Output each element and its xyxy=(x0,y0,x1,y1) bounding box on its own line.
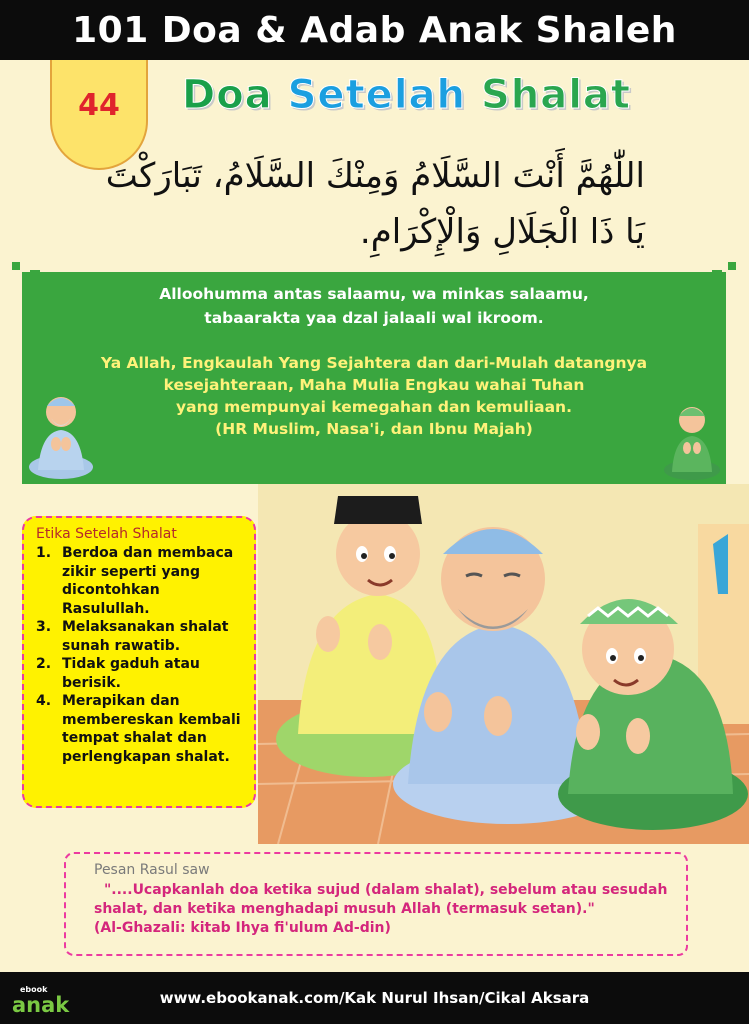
page-number: 44 xyxy=(78,88,120,123)
latin-line-2: tabaarakta yaa dzal jalaali wal ikroom. xyxy=(204,309,544,327)
footer-bar xyxy=(0,972,749,1024)
decor-corner xyxy=(12,262,20,270)
decor-corner xyxy=(30,270,40,280)
pesan-line-1: "....Ucapkanlah doa ketika sujud (dalam shalat), sebelum atau sesudah xyxy=(104,882,668,898)
list-item-text: Tidak gaduh atau berisik. xyxy=(62,656,200,691)
list-item-number: 2. xyxy=(36,656,52,672)
list-item xyxy=(36,655,246,692)
pesan-line-3: (Al-Ghazali: kitab Ihya fi'ulum Ad-din) xyxy=(94,920,391,936)
pesan-text xyxy=(94,881,674,938)
list-item-text: Melaksanakan shalat sunah rawatib. xyxy=(62,619,229,654)
list-item xyxy=(36,692,246,766)
page-title xyxy=(182,72,631,118)
boy-praying-illustration xyxy=(662,396,722,482)
logo-small-text: ebook xyxy=(20,985,48,994)
decor-corner xyxy=(712,270,722,280)
three-people-praying-illustration xyxy=(258,484,749,844)
translation-line-1: Ya Allah, Engkaulah Yang Sejahtera dan dari-Mulah datangnya xyxy=(100,354,648,372)
footer-url: www.ebookanak.com/Kak Nurul Ihsan/Cikal Aksara xyxy=(159,989,590,1007)
ebookanak-logo xyxy=(12,985,82,1015)
hadith-source: (HR Muslim, Nasa'i, dan Ibnu Majah) xyxy=(215,420,533,438)
etika-title: Etika Setelah Shalat xyxy=(36,526,177,542)
pesan-title: Pesan Rasul saw xyxy=(94,862,210,878)
latin-line-1: Alloohumma antas salaamu, wa minkas salaamu, xyxy=(159,285,589,303)
list-item-number: 1. xyxy=(36,545,52,561)
list-item-text: Berdoa dan membaca zikir seperti yang dicontohkan Rasulullah. xyxy=(62,545,234,617)
list-item xyxy=(36,544,246,618)
arabic-prayer: اللّٰهُمَّ أَنْتَ السَّلَامُ وَمِنْكَ السَّلَامُ، تَبَارَكْتَ يَا ذَا الْجَلَالِ وَالْإِكْرَامِ. xyxy=(105,156,645,252)
latin-transliteration xyxy=(22,282,726,330)
list-item-number: 4. xyxy=(36,693,52,709)
list-item-text: Merapikan dan membereskan kembali tempat shalat dan perlengkapan shalat. xyxy=(62,693,241,765)
old-man-praying-illustration xyxy=(26,382,96,482)
translation-line-2: kesejahteraan, Maha Mulia Engkau wahai Tuhan xyxy=(163,376,585,394)
translation-line-3: yang mempunyai kemegahan dan kemuliaan. xyxy=(176,398,572,416)
etika-setelah-shalat-box xyxy=(22,516,256,808)
book-title: 101 Doa & Adab Anak Shaleh xyxy=(72,9,677,51)
book-title-header xyxy=(0,0,749,60)
pesan-line-2: shalat, dan ketika menghadapi musuh Allah (termasuk setan)." xyxy=(94,901,595,917)
logo-big-text: anak xyxy=(12,993,70,1017)
title-word-3: Shalat xyxy=(480,72,632,118)
title-word-1: Doa xyxy=(182,72,273,118)
prayer-translation xyxy=(22,352,726,440)
list-item-number: 3. xyxy=(36,619,52,635)
list-item xyxy=(36,618,246,655)
pesan-rasul-box xyxy=(64,852,688,956)
decor-corner xyxy=(728,262,736,270)
etika-list xyxy=(36,544,246,766)
title-word-2: Setelah xyxy=(287,72,466,118)
